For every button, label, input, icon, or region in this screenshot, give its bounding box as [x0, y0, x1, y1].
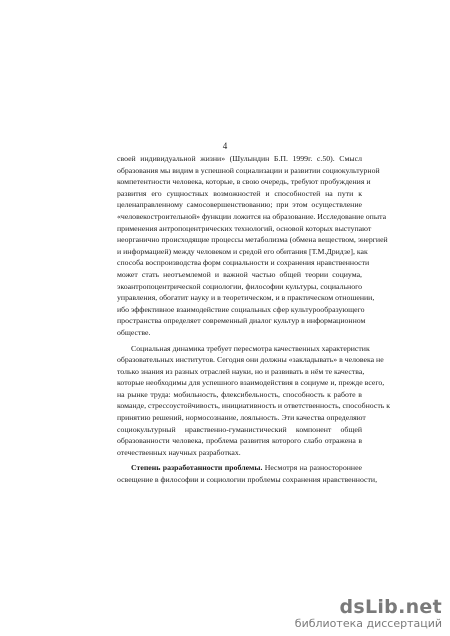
text-line: пространства определяет современный диалог культур в информационном: [117, 316, 366, 326]
text-line: способа воспроизводства форм социальности и сохранения нравственности: [117, 258, 370, 268]
final-paragraph-bold-lead: Степень разработанности проблемы.: [131, 463, 263, 473]
watermark-logo: dsLib.net: [339, 596, 442, 618]
text-line: может стать неотъемлемой и важной частью общей теории социума,: [117, 269, 362, 279]
text-line: команде, стрессоустойчивость, инициативность и ответственность, способность к: [117, 401, 391, 411]
text-line: своей индивидуальной жизни» (Шулындин Б.П. 1999г. с.50). Смысл: [117, 154, 362, 163]
text-line: принятию решений, нормосознание, лояльность. Эти качества определяют: [117, 413, 366, 423]
watermark: [295, 597, 442, 630]
text-line: экоантропоцентрической социологии, философии культуры, социального: [117, 281, 362, 291]
final-paragraph-line-1: [117, 462, 362, 474]
paragraph: [117, 153, 388, 339]
final-paragraph-line-2: освещение в философии и социологии проблемы сохранения нравственности,: [117, 475, 378, 485]
text-line: обществе.: [117, 327, 151, 337]
text-line: Социальная динамика требует пересмотра качественных характеристик: [131, 343, 370, 353]
text-line: которые необходимы для успешного взаимодействия в социуме и, прежде всего,: [117, 378, 385, 388]
text-line: только знания из разных отраслей науки, но и развивать в нём те качества,: [117, 366, 365, 376]
text-line: управления, обогатит науку и в теоретическом, и в практическом отношении,: [117, 293, 375, 303]
document-body: [117, 153, 391, 486]
text-line: развития его сущностных возможностей и способностей на пути к: [117, 188, 362, 198]
text-line: образовательных институтов. Сегодня они должны «закладывать» в человека не: [117, 355, 384, 365]
text-line: на рынке труда: мобильность, флексибельность, способность к работе в: [117, 389, 362, 399]
text-line: применения антропоцентрических технологий, основой которых выступают: [117, 223, 372, 233]
text-line: «человекостроительной» функции ложится на образование. Исследование опыта: [117, 211, 387, 221]
text-line: образованности человека, проблема развития которого слабо отражена в: [117, 436, 362, 446]
paragraphs-container: [117, 153, 391, 458]
page-number: 4: [222, 141, 228, 151]
text-line: отечественных научных разработках.: [117, 447, 241, 457]
text-line: и информацией) между человеком и средой его обитания [Т.М.Дридзе], как: [117, 246, 368, 256]
paragraph: [117, 343, 391, 459]
final-paragraph-line-1-rest: Несмотря на разностороннее: [262, 463, 362, 473]
text-line: компетентности человека, которые, в свою очередь, требуют пробуждения и: [117, 177, 371, 187]
text-line: ибо эффективное взаимодействие социальных сфер культурообразующего: [117, 304, 365, 314]
text-line: социокультурный нравственно-гуманистический компонент общей: [117, 424, 362, 434]
text-line: неорганично происходящие процессы метаболизма (обмена веществом, энергией: [117, 235, 388, 245]
text-line: образования мы видим в успешной социализации и развитии социокультурной: [117, 165, 380, 175]
text-line: целенаправленному самосовершенствованию; при этом осуществление: [117, 200, 362, 210]
watermark-subtitle: библиотека диссертаций: [294, 617, 442, 630]
